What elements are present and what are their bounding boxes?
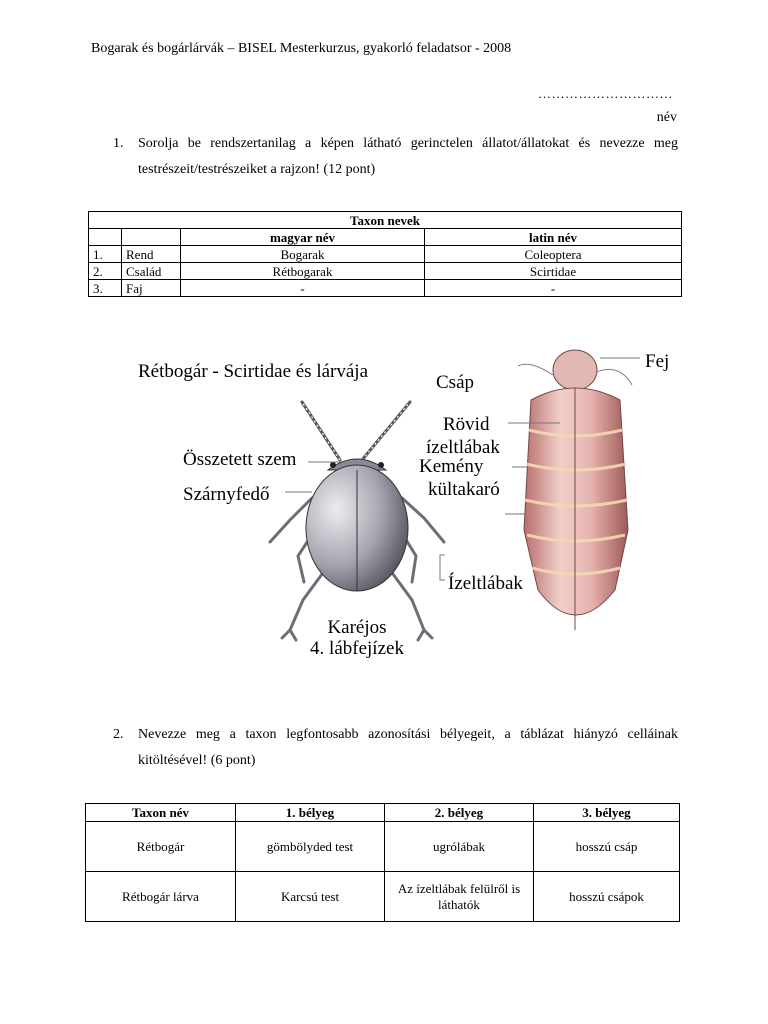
label-izeltlabak: Ízeltlábak: [448, 573, 523, 594]
table-row: [89, 246, 682, 263]
table1-blank-cell: [89, 229, 122, 246]
table2-cell: Rétbogár: [86, 822, 236, 872]
name-blank: …………………………: [538, 86, 673, 101]
name-label: név: [656, 110, 677, 125]
question-2-text: Nevezze meg a taxon legfontosabb azonosítási bélyegeit, a táblázat hiányzó celláinak kitöltésével! (6 pont): [138, 727, 678, 768]
question-1-number: 1.: [113, 136, 124, 151]
table2-cell: hosszú csáp: [534, 822, 680, 872]
row-num: 2.: [89, 263, 122, 280]
label-osszetett-szem: Összetett szem: [183, 449, 297, 470]
label-labfejizek: 4. lábfejízek: [310, 638, 404, 659]
row-lat: Scirtidae: [425, 263, 682, 280]
identification-table: [85, 803, 680, 922]
label-szarnyfedo: Szárnyfedő: [183, 484, 270, 505]
row-num: 3.: [89, 280, 122, 297]
table1-blank-cell: [122, 229, 181, 246]
table-row: [89, 263, 682, 280]
row-rank: Rend: [122, 246, 181, 263]
row-num: 1.: [89, 246, 122, 263]
table2-cell: Karcsú test: [236, 872, 385, 922]
table2-cell: Rétbogár lárva: [86, 872, 236, 922]
table-row: [86, 822, 680, 872]
label-fej: Fej: [645, 351, 670, 372]
table2-cell: ugrólábak: [385, 822, 534, 872]
row-rank: Faj: [122, 280, 181, 297]
row-hu: Bogarak: [181, 246, 425, 263]
label-csap: Csáp: [436, 372, 474, 393]
table2-header: Taxon név: [86, 804, 236, 822]
label-kemeny: Kemény: [419, 456, 484, 477]
label-kultakaro: kültakaró: [428, 479, 500, 500]
table2-cell: hosszú csápok: [534, 872, 680, 922]
table1-col-hu: magyar név: [181, 229, 425, 246]
table1-title: Taxon nevek: [89, 212, 682, 229]
table2-header: 1. bélyeg: [236, 804, 385, 822]
table2-header: 2. bélyeg: [385, 804, 534, 822]
table2-cell: gömbölyded test: [236, 822, 385, 872]
figure-title: Rétbogár - Scirtidae és lárvája: [138, 361, 369, 382]
question-1-text: Sorolja be rendszertanilag a képen látható gerinctelen állatot/állatokat és nevezze meg testrészeit/testrészeiket a rajzon! (12 pont): [138, 136, 678, 177]
row-hu: -: [181, 280, 425, 297]
label-izeltlabak-short: ízeltlábak: [426, 437, 500, 458]
row-lat: -: [425, 280, 682, 297]
table-row: [86, 872, 680, 922]
beetle-drawing: [270, 402, 444, 640]
table2-cell: Az ízeltlábak felülről is láthatók: [385, 872, 534, 922]
table2-header: 3. bélyeg: [534, 804, 680, 822]
row-lat: Coleoptera: [425, 246, 682, 263]
question-2: [113, 722, 678, 774]
page-header: Bogarak és bogárlárvák – BISEL Mesterkurzus, gyakorló feladatsor - 2008: [91, 41, 512, 56]
question-1: [113, 131, 678, 183]
table-row: [89, 280, 682, 297]
question-2-number: 2.: [113, 727, 124, 742]
row-rank: Család: [122, 263, 181, 280]
row-hu: Rétbogarak: [181, 263, 425, 280]
table1-col-lat: latin név: [425, 229, 682, 246]
taxon-names-table: [88, 211, 682, 297]
beetle-larva-figure: [0, 330, 768, 670]
label-karejos: Karéjos: [327, 617, 387, 638]
label-rovid: Rövid: [443, 414, 490, 435]
larva-drawing: [518, 350, 632, 630]
